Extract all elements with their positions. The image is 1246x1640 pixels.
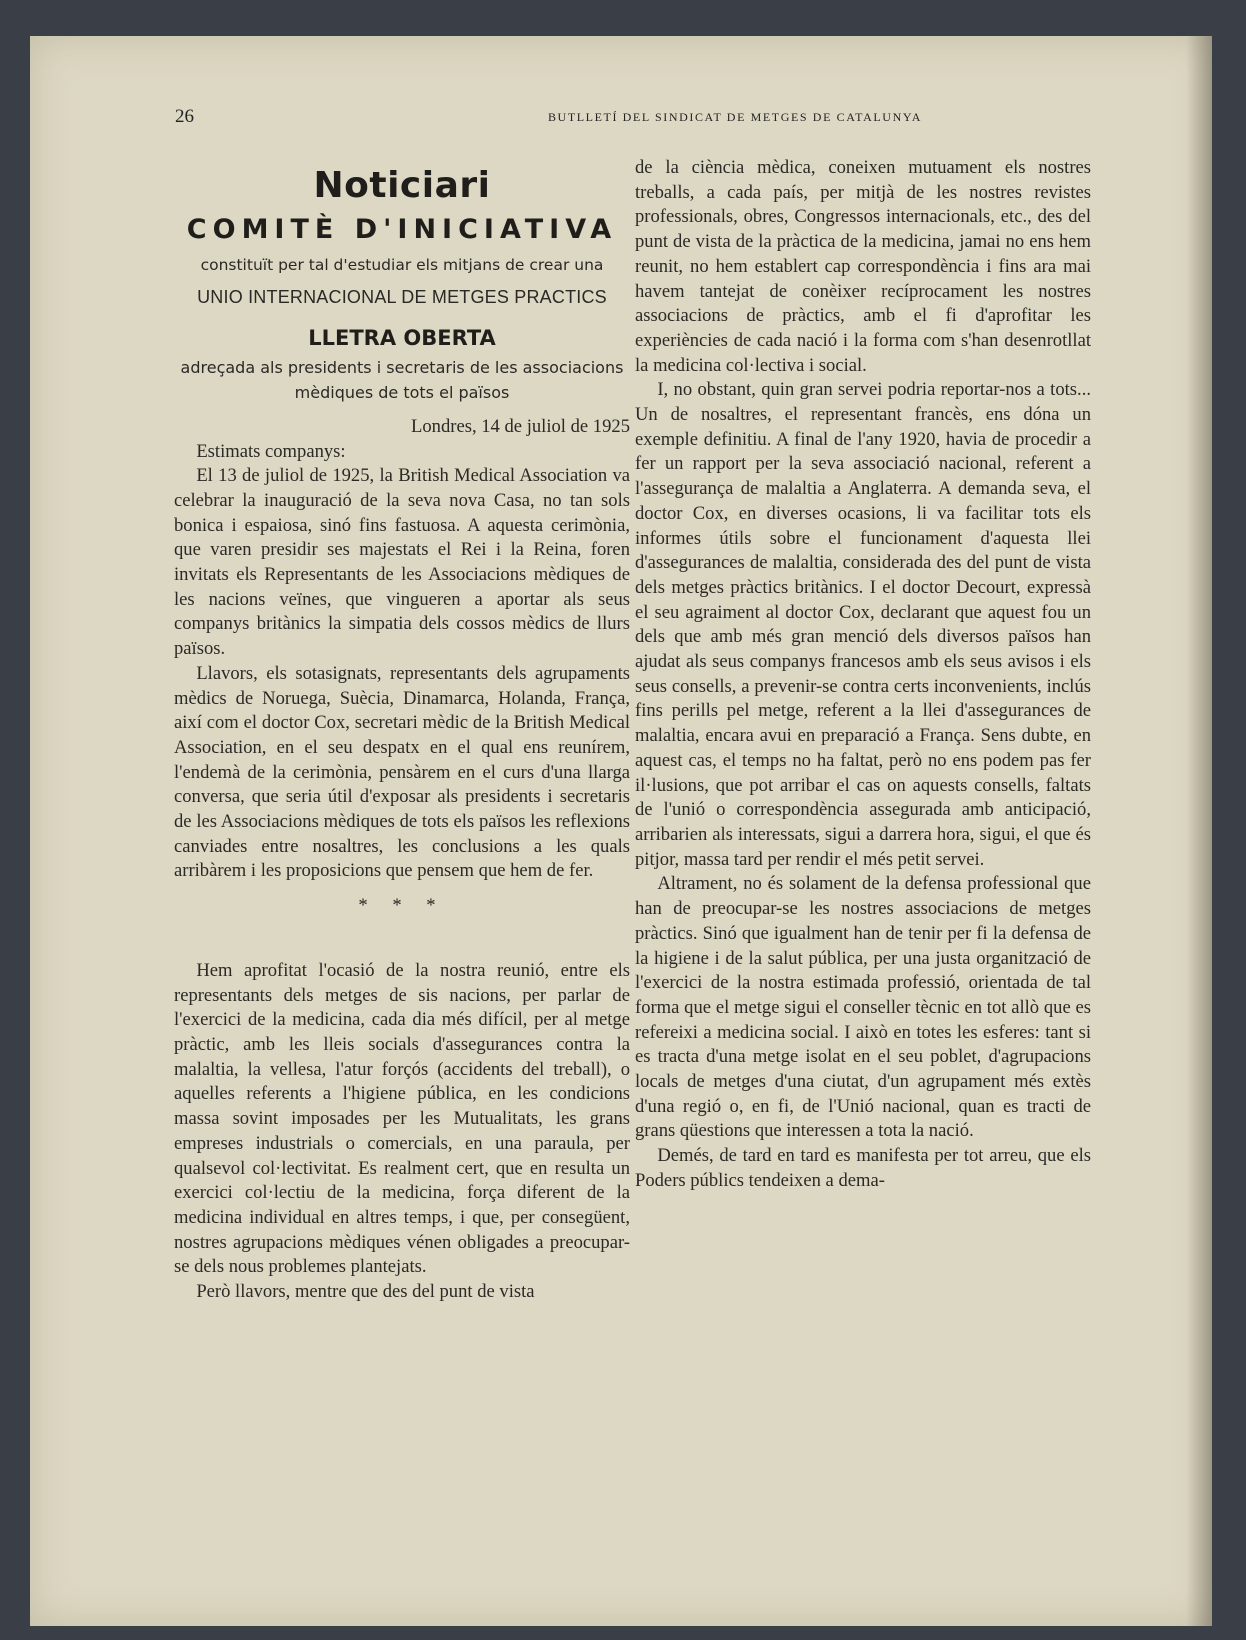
committee-heading: COMITÈ D'INICIATIVA bbox=[186, 214, 618, 245]
paragraph: Demés, de tard en tard es manifesta per tot arreu, que els Poders públics tendeixen a dema- bbox=[635, 1145, 1091, 1191]
letter-title: LLETRA OBERTA bbox=[308, 326, 496, 351]
section-title: Noticiari bbox=[313, 165, 491, 206]
salutation: Estimats companys: bbox=[196, 440, 346, 462]
page-number: 26 bbox=[175, 106, 194, 127]
committee-subtitle: constituït per tal d'estudiar els mitjans de crear una bbox=[200, 255, 604, 274]
letter-addressees: adreçada als presidents i secretaris de les associacions mèdiques de tots el països bbox=[180, 357, 624, 402]
paragraph: Hem aprofitat l'ocasió de la nostra reunió, entre els representants dels metges de sis nacions, per parlar de l'exercici de la medicina, cada dia més difícil, per al metge pràctic, amb les lleis socials d'assegurances contra la malaltia, la vellesa, l'atur forçós (accidents del treball), o aquelles referents a l'higiene pública, en les condicions massa sovint imposades per les Mutualitats, les grans empreses industrials o comercials, en una paraula, per qualsevol col·lectivitat. Es realment cert, que en resulta un exercici col·lectiu de la medicina, força diferent de la medicina individual en altres temps, i que, per consegüent, nostres agrupacions mèdiques vénen obligades a preocupar-se dels nous problemes plantejats. bbox=[174, 959, 630, 1278]
dateline: Londres, 14 de juliol de 1925 bbox=[411, 415, 630, 437]
paragraph: de la ciència mèdica, coneixen mutuament els nostres treballs, a cada país, per mitjà de les nostres revistes professionals, obres, Congressos internacionals, etc., des del punt de vista de la pràctica de la medicina, jamai no ens hem reunit, no hem establert cap correspondència i fins ara mai havem tantejat de conèixer recíprocament les nostres associacions de pràctics, amb el fi d'aprofitar les experiències de cada nació i la forma com s'han desenrotllat la medicina col·lectiva i social. bbox=[635, 157, 1091, 376]
paragraph: Altrament, no és solament de la defensa professional que han de preocupar-se les nostres associacions de metges pràctics. Sinó que igualment han de tenir per fi la defensa de la higiene i de la salut pública, per una justa organització de l'exercici de la nostra estimada professió, orientada de tal forma que el metge sigui el conseller tècnic en tot allò que es refereixi a medicina social. I això en totes les esferes: tant si es tracta d'una metge isolat en el seu poblet, d'agrupacions locals de metges d'una ciutat, d'un agrupament més extès d'una regió o, en fi, de l'Unió nacional, quan es tracti de grans qüestions que interessen a tota la nació. bbox=[635, 873, 1091, 1142]
union-name: UNIO INTERNACIONAL DE METGES PRACTICS bbox=[197, 287, 607, 308]
right-column bbox=[635, 156, 1091, 1194]
paragraph: Llavors, els sotasignats, representants dels agrupaments mèdics de Noruega, Suècia, Dinamarca, Holanda, França, així com el doctor Cox, secretari mèdic de la British Medical Association, en el seu despatx en el qual ens reunírem, l'endemà de la cerimònia, pensàrem en el curs d'una llarga conversa, que seria útil d'exposar als presidents i secretaris de les Associacions mèdiques de tots els països les reflexions canviades entre nosaltres, les conclusions a les quals arribàrem i les proposicions que pensem que hem de fer. bbox=[174, 662, 630, 882]
left-column bbox=[174, 156, 630, 1305]
paragraph: El 13 de juliol de 1925, la British Medical Association va celebrar la inauguració de la seva nova Casa, no tan sols bonica i espaiosa, sinó fins fastuosa. A aquesta cerimònia, que varen presidir ses majestats el Rei i la Reina, foren invitats els Representants de les Associacions mèdiques de les nacions veïnes, que vingueren a aportar als seus companys britànics la simpatia dels cossos mèdics de llurs països. bbox=[174, 465, 630, 660]
page bbox=[30, 36, 1212, 1626]
paragraph: Però llavors, mentre que des del punt de vista bbox=[196, 1281, 535, 1303]
running-header bbox=[175, 106, 1175, 130]
paragraph: I, no obstant, quin gran servei podria reportar-nos a tots... Un de nosaltres, el representant francès, ens dóna un exemple definitiu. A final de l'any 1920, havia de procedir a fer un rapport per la seva associació nacional, referent a l'assegurança de malaltia a Anglaterra. A demanda seva, el doctor Cox, en diverses ocasions, li va facilitar tots els informes útils sobre el funcionament d'aquesta llei d'assegurances de malaltia, considerada des del punt de vista dels metges pràctics britànics. I el doctor Decourt, expressà el seu agraiment al doctor Cox, declarant que aquest fou un dels que amb més gran menció dels diversos països han ajudat als seus companys francesos amb els seus avisos i els seus consells, a prevenir-se contra certs inconvenients, inclús fins perills pel metge, referent a la llei d'assegurances de malaltia, encara avui en preparació a França. Sens dubte, en aquest cas, el temps no ha faltat, però no ens podem pas fer il·lusions, que pot arribar el cas on aquests consells, faltats de l'unió o correspondència assegurada amb anticipació, arribarien als interessats, sigui a darrera hora, sigui, el que és pitjor, massa tard per rendir el més petit servei. bbox=[635, 379, 1091, 870]
section-break: * * * bbox=[358, 895, 446, 917]
running-title: BUTLLETÍ DEL SINDICAT DE METGES DE CATALUNYA bbox=[547, 110, 923, 124]
